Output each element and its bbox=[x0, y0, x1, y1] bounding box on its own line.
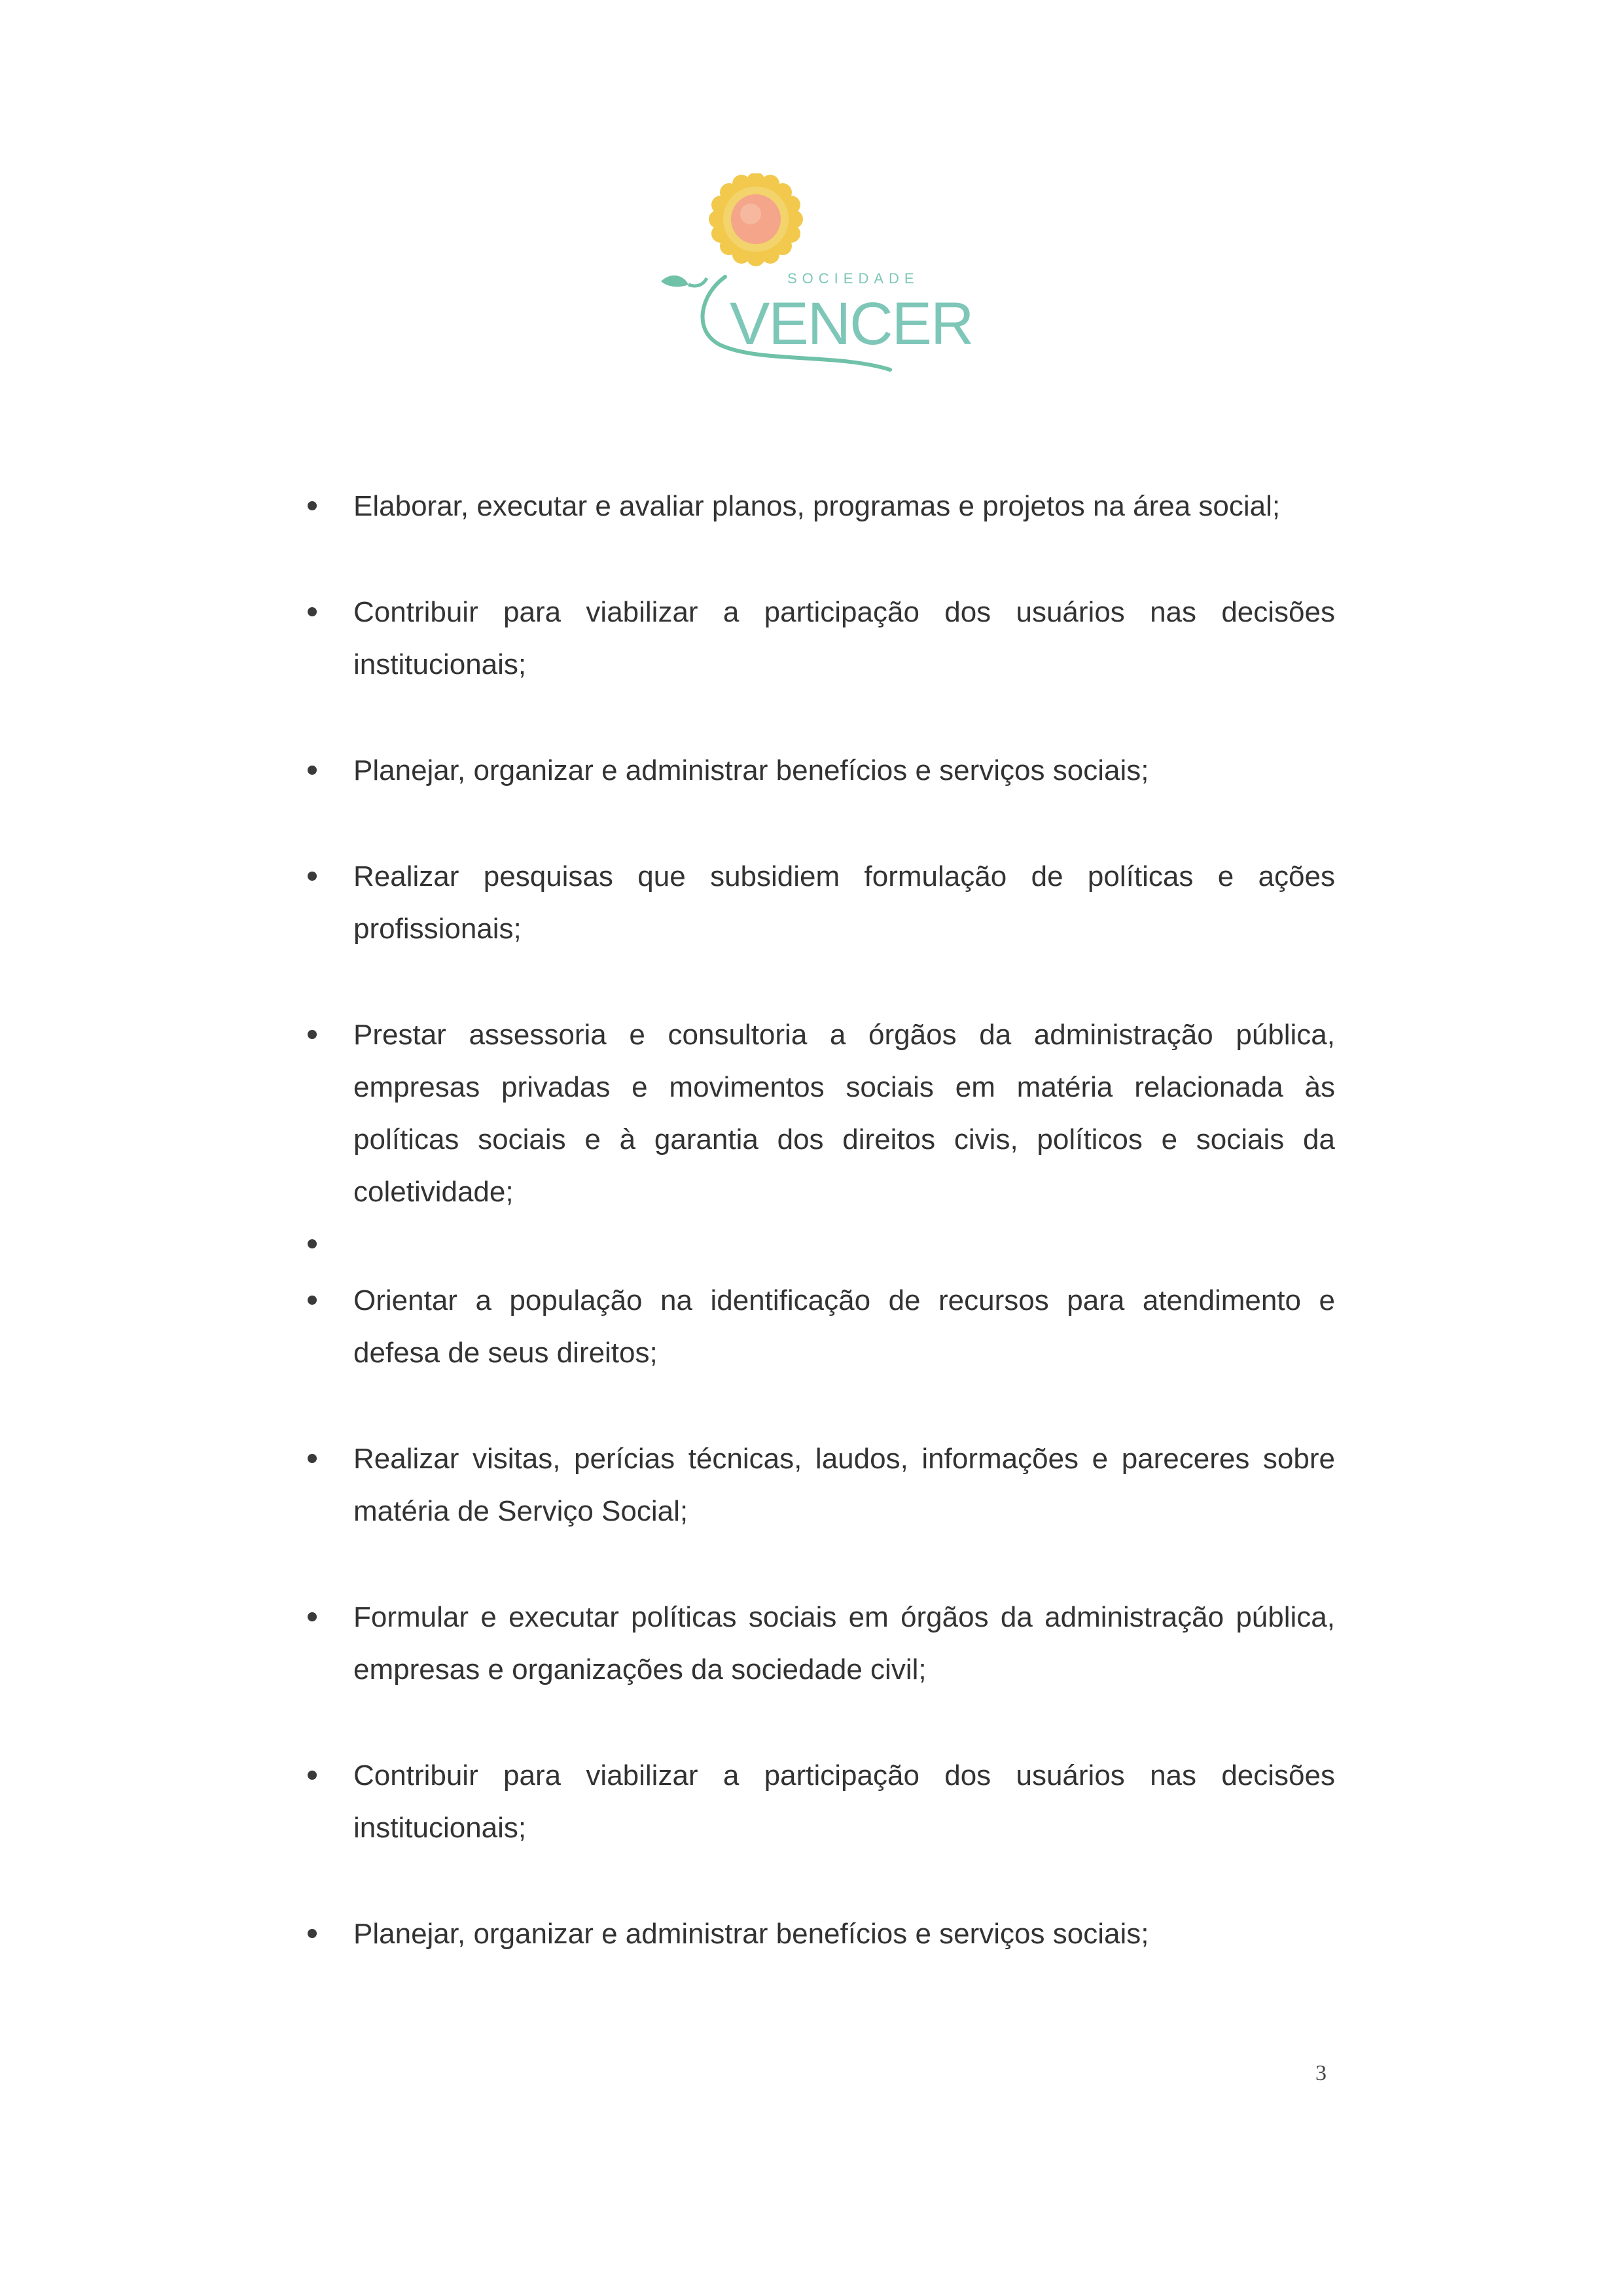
list-item-text: Elaborar, executar e avaliar planos, programas e projetos na área social; bbox=[353, 490, 1281, 522]
list-item-text: Realizar pesquisas que subsidiem formulação de políticas e ações profissionais; bbox=[353, 860, 1335, 945]
list-item-text: Prestar assessoria e consultoria a órgãos da administração pública, empresas privadas e movimentos sociais em matéria relacionada às políticas sociais e à garantia dos direitos civis, políticos e sociais da coletividade; bbox=[353, 1019, 1335, 1208]
bullet-icon bbox=[308, 872, 317, 881]
bullet-icon bbox=[308, 1929, 317, 1938]
bullet-icon bbox=[308, 1771, 317, 1780]
logo-main-text: VENCER bbox=[730, 291, 973, 357]
bullet-icon bbox=[308, 766, 317, 775]
bullet-icon bbox=[308, 501, 317, 510]
list-item-text: Realizar visitas, perícias técnicas, laudos, informações e pareceres sobre matéria de Serviço Social; bbox=[353, 1443, 1335, 1527]
sociedade-vencer-logo bbox=[648, 173, 973, 376]
list-item-text: Formular e executar políticas sociais em órgãos da administração pública, empresas e organizações da sociedade civil; bbox=[353, 1601, 1335, 1686]
page-number: 3 bbox=[1315, 2061, 1327, 2085]
logo-small-text: SOCIEDADE bbox=[787, 270, 919, 287]
list-item-text: Planejar, organizar e administrar benefícios e serviços sociais; bbox=[353, 1918, 1149, 1950]
bullet-icon bbox=[308, 1454, 317, 1463]
bullet-icon bbox=[308, 1239, 317, 1248]
list-item-text: Contribuir para viabilizar a participação dos usuários nas decisões institucionais; bbox=[353, 596, 1335, 680]
bullet-icon bbox=[308, 1612, 317, 1621]
list-item-text: Contribuir para viabilizar a participação dos usuários nas decisões institucionais; bbox=[353, 1759, 1335, 1844]
bullet-icon bbox=[308, 607, 317, 616]
list-item-text: Orientar a população na identificação de recursos para atendimento e defesa de seus direitos; bbox=[353, 1284, 1335, 1369]
bullet-icon bbox=[308, 1296, 317, 1305]
list-item-text: Planejar, organizar e administrar benefícios e serviços sociais; bbox=[353, 754, 1149, 786]
bullet-icon bbox=[308, 1030, 317, 1039]
